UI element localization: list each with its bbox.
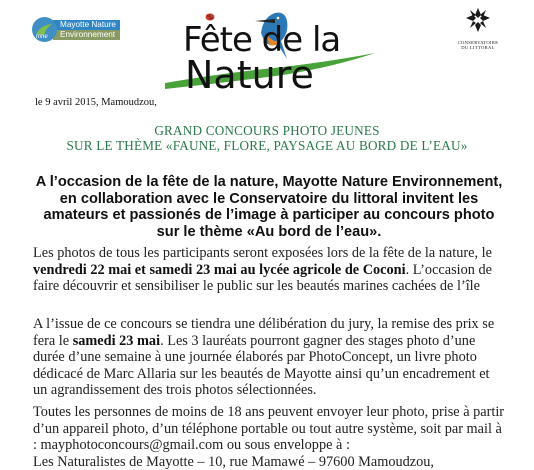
exhibition-paragraph: [33, 245, 505, 295]
submission-paragraph: [33, 404, 505, 470]
conservatoire-littoral-logo: [448, 6, 508, 46]
intro-paragraph: A l’occasion de la fête de la nature, Mayotte Nature Environnement, en collaboration avec le Conservatoire du littoral invitent les amateurs et passionés de l’image à participer au concours photo sur le thème «Au bord de l’eau».: [33, 174, 505, 240]
exhibition-text-c: . L’occasion de faire découvrir et sensibiliser le public sur les beautés marines cachées de l’île: [33, 262, 492, 295]
mne-logo: [32, 16, 128, 43]
mne-logo-line2: Environnement: [53, 30, 120, 40]
mne-emblem-icon: [32, 17, 57, 42]
date-line: le 9 avril 2015, Mamoudzou,: [35, 97, 157, 108]
fete-logo-line1: Fête de la: [183, 20, 340, 60]
title-line2: SUR LE THÈME «FAUNE, FLORE, PAYSAGE AU BORD DE L’EAU»: [0, 139, 534, 154]
exhibition-dates: vendredi 22 mai et samedi 23 mai au lycée agricole de Coconi: [33, 262, 406, 278]
mne-logo-line1: Mayotte Nature: [53, 20, 120, 30]
svg-text:mne: mne: [36, 34, 48, 40]
cdl-logo-line2: DU LITTORAL: [448, 45, 508, 50]
exhibition-text-a: Les photos de tous les participants seront exposées lors de la fête de la nature, le: [33, 245, 492, 261]
submission-address: Les Naturalistes de Mayotte – 10, rue Mamawé – 97600 Mamoudzou,: [33, 454, 505, 470]
title-line1: GRAND CONCOURS PHOTO JEUNES: [0, 124, 534, 139]
jury-text-c: . Les 3 lauréats pourront gagner des stages photo d’une durée d’une semaine à une journée élaborés par PhotoConcept, un livre photo dédicacé de Marc Allaria sur les beautés de Mayotte ainsi qu’un encadrement et un agrandissement des trois photos sélectionnées.: [33, 333, 490, 399]
jury-paragraph: [33, 316, 505, 399]
shell-flower-icon: [464, 6, 492, 34]
jury-date: samedi 23 mai: [73, 333, 160, 349]
submission-text: Toutes les personnes de moins de 18 ans peuvent envoyer leur photo, prise à partir d’un appareil photo, d’un téléphone portable ou tout autre système, soit par mail à : mayphotoconcours@gmail.com ou sous enveloppe à :: [33, 404, 505, 454]
cdl-logo-line1: CONSERVATOIRE: [448, 40, 508, 45]
fete-logo-line2: Nature: [185, 53, 314, 93]
jury-text-a: A l’issue de ce concours se tiendra une délibération du jury, la remise des prix se fera le: [33, 316, 494, 349]
page-title: [0, 124, 534, 153]
fete-de-la-nature-logo: [163, 3, 378, 93]
